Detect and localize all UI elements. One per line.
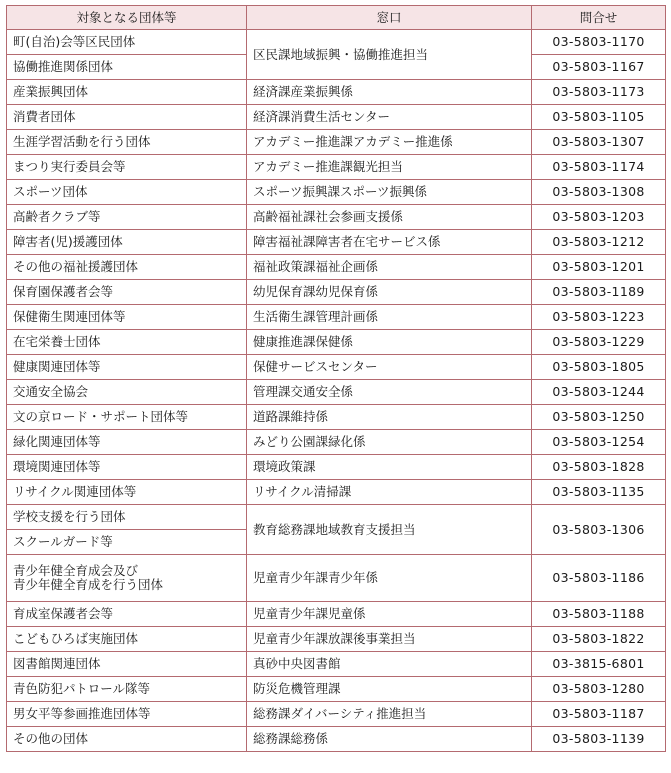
- table-row: [7, 505, 666, 530]
- window-cell: 管理課交通安全係: [247, 380, 532, 405]
- window-cell: 総務課総務係: [247, 727, 532, 752]
- org-cell: 育成室保護者会等: [7, 602, 247, 627]
- table-row: [7, 702, 666, 727]
- org-cell: 保育園保護者会等: [7, 280, 247, 305]
- tel-cell: 03-5803-1105: [532, 105, 666, 130]
- tel-cell: 03-5803-1167: [532, 55, 666, 80]
- table-row: [7, 280, 666, 305]
- table-row: [7, 255, 666, 280]
- window-cell: 健康推進課保健係: [247, 330, 532, 355]
- window-cell: 児童青少年課児童係: [247, 602, 532, 627]
- window-cell: 道路課維持係: [247, 405, 532, 430]
- table-row: [7, 305, 666, 330]
- table-row: [7, 330, 666, 355]
- table-row: [7, 230, 666, 255]
- table-row: [7, 180, 666, 205]
- org-cell: こどもひろば実施団体: [7, 627, 247, 652]
- org-cell: 文の京ロード・サポート団体等: [7, 405, 247, 430]
- tel-cell: 03-5803-1189: [532, 280, 666, 305]
- table-row: [7, 205, 666, 230]
- window-cell: 幼児保育課幼児保育係: [247, 280, 532, 305]
- tel-cell: 03-5803-1186: [532, 555, 666, 602]
- window-cell: 保健サービスセンター: [247, 355, 532, 380]
- window-cell: 高齢福祉課社会参画支援係: [247, 205, 532, 230]
- tel-cell: 03-3815-6801: [532, 652, 666, 677]
- table-row: [7, 602, 666, 627]
- header-org: 対象となる団体等: [7, 6, 247, 30]
- org-cell: スポーツ団体: [7, 180, 247, 205]
- org-cell: 生涯学習活動を行う団体: [7, 130, 247, 155]
- window-cell: 生活衛生課管理計画係: [247, 305, 532, 330]
- window-cell: 障害福祉課障害者在宅サービス係: [247, 230, 532, 255]
- table-row: [7, 105, 666, 130]
- org-cell: 産業振興団体: [7, 80, 247, 105]
- header-window: 窓口: [247, 6, 532, 30]
- tel-cell: 03-5803-1254: [532, 430, 666, 455]
- table-row: [7, 355, 666, 380]
- table-row: [7, 727, 666, 752]
- table-row: [7, 455, 666, 480]
- tel-cell: 03-5803-1223: [532, 305, 666, 330]
- tel-cell: 03-5803-1170: [532, 30, 666, 55]
- tel-cell: 03-5803-1805: [532, 355, 666, 380]
- window-cell: 真砂中央図書館: [247, 652, 532, 677]
- org-cell: 保健衛生関連団体等: [7, 305, 247, 330]
- window-cell: みどり公園課緑化係: [247, 430, 532, 455]
- window-cell: アカデミー推進課観光担当: [247, 155, 532, 180]
- tel-cell: 03-5803-1308: [532, 180, 666, 205]
- tel-cell: 03-5803-1135: [532, 480, 666, 505]
- table-row: [7, 555, 666, 602]
- window-cell: 経済課産業振興係: [247, 80, 532, 105]
- org-cell: 障害者(児)援護団体: [7, 230, 247, 255]
- window-cell: 環境政策課: [247, 455, 532, 480]
- window-cell: 福祉政策課福祉企画係: [247, 255, 532, 280]
- window-cell: 区民課地域振興・協働推進担当: [247, 30, 532, 80]
- tel-cell: 03-5803-1280: [532, 677, 666, 702]
- table-row: [7, 405, 666, 430]
- table-row: [7, 627, 666, 652]
- table-row: [7, 430, 666, 455]
- org-cell: 図書館関連団体: [7, 652, 247, 677]
- window-cell: 総務課ダイバーシティ推進担当: [247, 702, 532, 727]
- tel-cell: 03-5803-1229: [532, 330, 666, 355]
- window-cell: アカデミー推進課アカデミー推進係: [247, 130, 532, 155]
- tel-cell: 03-5803-1212: [532, 230, 666, 255]
- header-contact: 問合せ: [532, 6, 666, 30]
- tel-cell: 03-5803-1250: [532, 405, 666, 430]
- table-row: [7, 677, 666, 702]
- window-cell: スポーツ振興課スポーツ振興係: [247, 180, 532, 205]
- org-cell: リサイクル関連団体等: [7, 480, 247, 505]
- org-cell: 消費者団体: [7, 105, 247, 130]
- window-cell: 児童青少年課青少年係: [247, 555, 532, 602]
- org-cell: 緑化関連団体等: [7, 430, 247, 455]
- table-row: [7, 380, 666, 405]
- window-cell: 経済課消費生活センター: [247, 105, 532, 130]
- table-row: [7, 80, 666, 105]
- tel-cell: 03-5803-1201: [532, 255, 666, 280]
- tel-cell: 03-5803-1173: [532, 80, 666, 105]
- org-cell: 健康関連団体等: [7, 355, 247, 380]
- window-cell: 児童青少年課放課後事業担当: [247, 627, 532, 652]
- tel-cell: 03-5803-1828: [532, 455, 666, 480]
- contact-table: [6, 5, 666, 752]
- tel-cell: 03-5803-1139: [532, 727, 666, 752]
- table-row: [7, 30, 666, 55]
- table-row: [7, 652, 666, 677]
- tel-cell: 03-5803-1187: [532, 702, 666, 727]
- org-cell: 男女平等参画推進団体等: [7, 702, 247, 727]
- org-cell: 高齢者クラブ等: [7, 205, 247, 230]
- header-row: [7, 6, 666, 30]
- org-cell: その他の団体: [7, 727, 247, 752]
- table-row: [7, 130, 666, 155]
- org-cell: その他の福祉援護団体: [7, 255, 247, 280]
- tel-cell: 03-5803-1307: [532, 130, 666, 155]
- org-cell: 協働推進関係団体: [7, 55, 247, 80]
- org-cell: まつり実行委員会等: [7, 155, 247, 180]
- tel-cell: 03-5803-1306: [532, 505, 666, 555]
- contact-table-container: [6, 5, 666, 752]
- window-cell: リサイクル清掃課: [247, 480, 532, 505]
- table-row: [7, 155, 666, 180]
- tel-cell: 03-5803-1244: [532, 380, 666, 405]
- tel-cell: 03-5803-1822: [532, 627, 666, 652]
- window-cell: 防災危機管理課: [247, 677, 532, 702]
- org-cell: スクールガード等: [7, 530, 247, 555]
- org-line-2: 青少年健全育成を行う団体: [13, 577, 164, 592]
- org-cell: 学校支援を行う団体: [7, 505, 247, 530]
- tel-cell: 03-5803-1174: [532, 155, 666, 180]
- tel-cell: 03-5803-1188: [532, 602, 666, 627]
- tel-cell: 03-5803-1203: [532, 205, 666, 230]
- org-line-1: 青少年健全育成会及び: [13, 563, 139, 578]
- org-cell: [7, 555, 247, 602]
- org-cell: 青色防犯パトロール隊等: [7, 677, 247, 702]
- org-cell: 町(自治)会等区民団体: [7, 30, 247, 55]
- org-cell: 在宅栄養士団体: [7, 330, 247, 355]
- org-cell: 環境関連団体等: [7, 455, 247, 480]
- table-row: [7, 480, 666, 505]
- org-cell: 交通安全協会: [7, 380, 247, 405]
- window-cell: 教育総務課地域教育支援担当: [247, 505, 532, 555]
